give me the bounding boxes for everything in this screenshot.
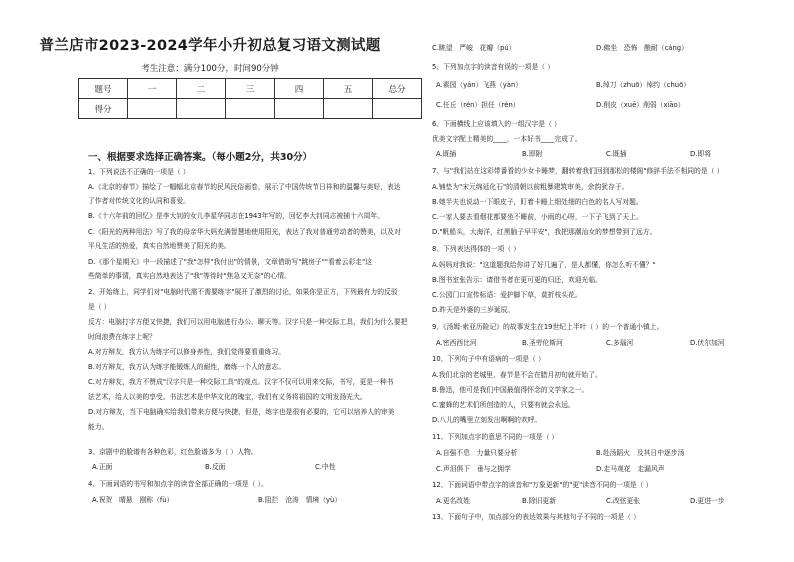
score-table bbox=[78, 78, 422, 119]
option-d[interactable]: D.走马观花 走漏风声 bbox=[596, 465, 665, 473]
question-text: 6、下面横线上应该填入的一组汉字是（ ） bbox=[432, 120, 561, 128]
option-a[interactable]: A.素园（yán）飞燕（yàn） bbox=[436, 81, 523, 89]
option-b[interactable]: B.绰刀（zhuō）绰约（chuō） bbox=[596, 81, 691, 89]
page-title: 普兰店市2023-2024学年小升初总复习语文测试题 bbox=[39, 38, 381, 54]
question-text: 10、下列句子中有语病的一项是（ ） bbox=[432, 355, 545, 363]
option-c[interactable]: C.一家人要去看烟花都要坐不睡前，小雨的心呀，一下子飞到了天上。 bbox=[432, 213, 643, 221]
question-text: C.《阳光的两种用法》写了我的母亲华大妈充满智慧地使用阳光，表达了我对普通劳动者的赞美，以及对 bbox=[88, 228, 401, 236]
question-text: A.《北京的春节》描绘了一幅幅北京春节的民风民俗画卷，展示了中国传统节日祥和的温馨与美好，表达 bbox=[88, 183, 401, 191]
score-input-cell[interactable] bbox=[177, 99, 226, 119]
option-b[interactable]: B.除旧更新 bbox=[522, 497, 557, 505]
question-text: 反方：电脑打字方便又快捷，我们可以用电脑进行办公、聊天等。汉字只是一种交际工具，我们为什么要把 bbox=[88, 318, 408, 326]
question-text: 4、下面词语的书写和加点字的读音全部正确的一项是（ ）。 bbox=[88, 480, 268, 488]
question-text: 5、下列加点字的读音有误的一项是（ ） bbox=[432, 63, 555, 71]
question-text: D.《那个星期天》中一段描述了"我"怎样"我付出"的情景，文章借助写"跳房子""看着云彩走"这 bbox=[88, 258, 372, 266]
option-b[interactable]: B.阻拦 沧涛 情境（yù） bbox=[258, 496, 342, 504]
option-a[interactable]: A.铺垫为"宋元绵延化石"的清朝以前粗暴建筑审美，余韵犹存于。 bbox=[432, 183, 629, 191]
option-d[interactable]: D.削皮（xuē）削弱（xiāo） bbox=[596, 101, 685, 109]
section-heading: 一、根据要求选择正确答案。（每小题2分，共30分） bbox=[88, 152, 313, 163]
exam-notice: 考生注意：满分100分，时间90分钟 bbox=[141, 64, 279, 74]
table-cell: 三 bbox=[226, 79, 275, 99]
option-a[interactable]: A.密西西比河 bbox=[436, 339, 477, 347]
option-b[interactable]: B.反面 bbox=[205, 463, 226, 471]
option-b[interactable]: B.鲁迅，他可是我们中国最值得怀念的文学家之一。 bbox=[432, 386, 589, 394]
option-a[interactable]: A.既插 bbox=[436, 150, 457, 158]
option-c[interactable]: C.公园门口宣传标语：爱护脚下草，莫折枝头花。 bbox=[432, 291, 582, 299]
question-text: C.对方辩友，我方不赞成"汉字只是一种交际工具"的观点。汉字不仅可以用来交际，书写，更是一种书 bbox=[88, 378, 394, 386]
table-cell: 总分 bbox=[373, 79, 422, 99]
option-a[interactable]: A.妈妈对我说："这道题我给你讲了好几遍了，是人都懂，你怎么听不懂？" bbox=[432, 261, 656, 269]
table-cell: 二 bbox=[177, 79, 226, 99]
question-text: 法艺术，给人以美的享受。书法艺术是中华文化的瑰宝，我们有义务将祖国的文明发扬光大。 bbox=[88, 393, 367, 401]
option-b[interactable]: B.她半夫也说动一下眼皮子，盯着卡睡上细处细的白色的名人写对题。 bbox=[432, 198, 643, 206]
option-c[interactable]: C.中性 bbox=[315, 463, 336, 471]
question-text: 9、《汤姆·索亚历险记》的故事发生在19世纪上半叶（ ）的一个普通小镇上。 bbox=[432, 323, 664, 331]
table-cell: 题号 bbox=[79, 79, 128, 99]
option-d[interactable]: D.佛坐 恐怖 酿耐（cáng） bbox=[596, 44, 688, 52]
question-text: 2、开始练上，同学们对"电脑时代需不需要练字"展开了激烈的讨论，如果你是正方，下列最有力的反驳 bbox=[88, 288, 398, 296]
option-b[interactable]: B.赴汤蹈火 及其日中逐步汤 bbox=[596, 449, 685, 457]
option-d[interactable]: D.伏尔加河 bbox=[690, 339, 725, 347]
option-c[interactable]: C.多瑙河 bbox=[606, 339, 634, 347]
question-text: 是（ ） bbox=[88, 303, 111, 311]
table-cell: 四 bbox=[275, 79, 324, 99]
question-text: 时间浪费在练字上呢？ bbox=[88, 333, 156, 341]
option-c[interactable]: C.任丘（rén）担任（rèn） bbox=[436, 101, 520, 109]
question-text: 1、下列说法不正确的一项是（ ） bbox=[88, 168, 190, 176]
option-c[interactable]: C.既插 bbox=[606, 150, 627, 158]
question-text: B.对方辩友，我方认为练字能锻炼人的耐性，磨练一个人的意志。 bbox=[88, 363, 286, 371]
option-c[interactable]: C.眺望 严峻 花瓣（pú） bbox=[432, 44, 516, 52]
table-row bbox=[79, 99, 422, 119]
option-d[interactable]: D.昨天是外婆的三岁诞辰。 bbox=[432, 306, 515, 314]
question-text: 13、下面句子中，加点部分的表达效果与其他句子不同的一项是（ ） bbox=[432, 513, 640, 521]
question-text: 7、与"我们站在这彩带番看的少女卡睡梦，翻转着我们回到那松的楼阁"修辞手法不相同的是（ ） bbox=[432, 167, 724, 175]
question-text: 3、京剧中的脸谱有各种色彩，红色脸谱多为（ ）人物。 bbox=[88, 448, 258, 456]
option-a[interactable]: A.自强不息 力量只要分析 bbox=[436, 449, 518, 457]
option-c[interactable]: C.声泪俱下 垂与之拥学 bbox=[436, 465, 511, 473]
question-text: 11、下列加点字的意思不同的一项是（ ） bbox=[432, 433, 559, 441]
option-a[interactable]: A.我们北京的老城里，春节是不会在腊月初旬就开始了。 bbox=[432, 371, 602, 379]
score-input-cell[interactable] bbox=[324, 99, 373, 119]
score-input-cell[interactable] bbox=[275, 99, 324, 119]
table-cell: 一 bbox=[128, 79, 177, 99]
question-text: 了作者对传统文化的认同和喜爱。 bbox=[88, 197, 190, 205]
option-d[interactable]: D."帆船头，大海洋，红黑脑子早平安"，我把那潮汕女的梦想带到了远方。 bbox=[432, 228, 657, 236]
option-b[interactable]: B.即附 bbox=[522, 150, 543, 158]
question-text: 平凡生活的热爱，真实自然地赞美了阳光的美。 bbox=[88, 242, 231, 250]
question-text: 优美文字配上精美的____，一本好书____完成了。 bbox=[432, 135, 582, 143]
option-a[interactable]: A.更名改姓 bbox=[436, 497, 470, 505]
score-input-cell[interactable] bbox=[226, 99, 275, 119]
option-d[interactable]: D.更进一步 bbox=[690, 497, 725, 505]
option-b[interactable]: B.圣劳伦斯河 bbox=[522, 339, 563, 347]
option-c[interactable]: C.改弦更张 bbox=[606, 497, 641, 505]
score-input-cell[interactable] bbox=[373, 99, 422, 119]
table-cell: 五 bbox=[324, 79, 373, 99]
option-a[interactable]: A.正面 bbox=[92, 463, 113, 471]
option-d[interactable]: D.即将 bbox=[690, 150, 711, 158]
score-input-cell[interactable] bbox=[128, 99, 177, 119]
question-text: A.对方辩友，我方认为练字可以修身养性，我们觉得要看重练习。 bbox=[88, 348, 286, 356]
option-a[interactable]: A.祝贺 晴悬 刚称（fù） bbox=[92, 496, 174, 504]
question-text: D.对方辩友，当下电脑确实给我们带来方便与快捷，但是，练字也是很有必要的，它可以培养人的审美 bbox=[88, 408, 395, 416]
table-cell: 得分 bbox=[79, 99, 128, 119]
question-text: B.《十六年前的回忆》是李大钊的女儿李星华同志在1943年写的，回忆李大钊同志被捕十六周年。 bbox=[88, 212, 384, 220]
option-c[interactable]: C.蜜蜂的艺术们所创造的人，只要有就会永远。 bbox=[432, 401, 575, 409]
table-row bbox=[79, 79, 422, 99]
option-b[interactable]: B.图书室张告示：请借书者在更可更的归还，欢迎光临。 bbox=[432, 276, 602, 284]
option-d[interactable]: D.八儿的嘴里立刻发出啊啊的欢呼。 bbox=[432, 416, 542, 424]
question-text: 能力。 bbox=[88, 423, 109, 431]
question-text: 8、下列表达得体的一项（ ） bbox=[432, 245, 521, 253]
question-text: 12、下面词语中带点字的读音和"万象更新"的"更"读音不同的一项是（ ） bbox=[432, 481, 653, 489]
question-text: 些简单的事情，真实自然地表达了"我"等待时"焦急又无奈"的心情。 bbox=[88, 272, 291, 280]
